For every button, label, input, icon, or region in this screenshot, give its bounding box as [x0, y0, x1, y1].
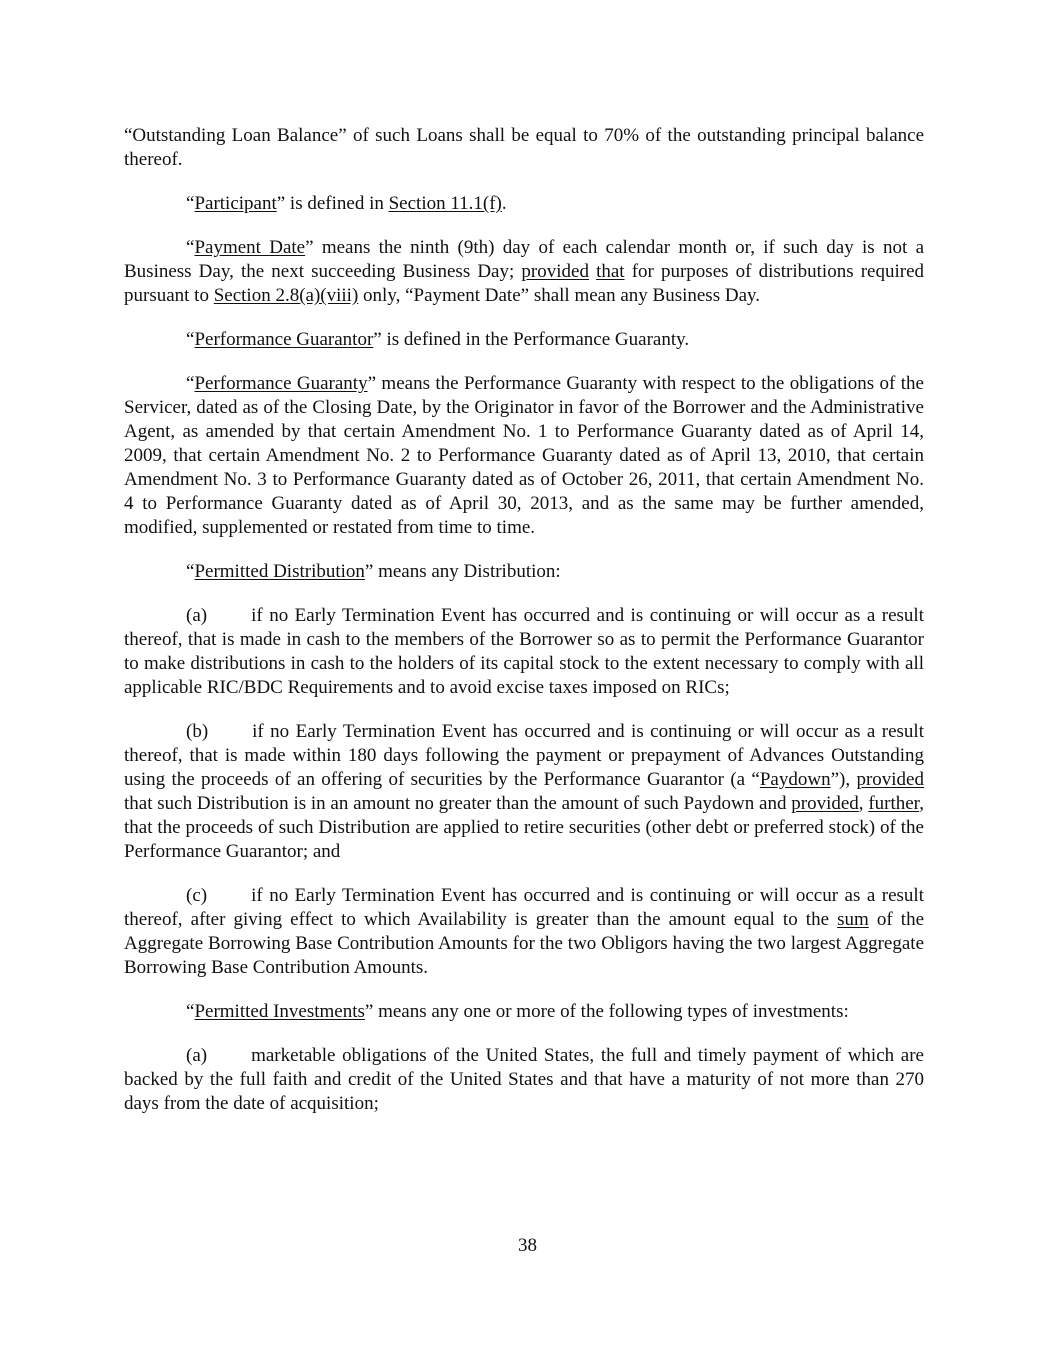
- open-quote: “: [186, 561, 195, 582]
- defined-term: Permitted Investments: [194, 1001, 365, 1022]
- clause-text: that such Distribution is in an amount no greater than the amount of such Paydown and: [124, 793, 792, 814]
- clause-text: if no Early Termination Event has occurred and is continuing or will occur as a result thereof, that is made within 180 days following the payment or prepayment of Advances Outstanding using the proceeds of an offering of securities by the Performance Guarantor (a “: [124, 721, 924, 790]
- definition-text: only, “Payment Date” shall mean any Business Day.: [358, 285, 761, 306]
- space: [589, 261, 596, 282]
- page-body: [124, 124, 924, 1136]
- sum-term: sum: [837, 909, 869, 930]
- clause-text: ,: [858, 793, 869, 814]
- clause-b-distribution: [124, 720, 924, 864]
- open-quote: “: [186, 373, 195, 394]
- clause-marker: (a): [186, 605, 208, 626]
- definition-payment-date: [124, 236, 924, 308]
- further-term: further: [868, 793, 920, 814]
- definition-permitted-investments: [124, 1000, 924, 1024]
- defined-term: Paydown: [759, 769, 831, 790]
- definition-text: ” is defined in the Performance Guaranty.: [373, 329, 690, 350]
- clause-text: if no Early Termination Event has occurred and is continuing or will occur as a result thereof, after giving effect to which Availability is greater than the amount equal to the: [124, 885, 924, 930]
- defined-term: Payment Date: [194, 237, 306, 258]
- definition-participant: [124, 192, 924, 216]
- defined-term: Participant: [194, 193, 277, 214]
- definition-text: ” means any one or more of the following types of investments:: [364, 1001, 849, 1022]
- definition-performance-guaranty: [124, 372, 924, 540]
- that-term: that: [596, 261, 625, 282]
- definition-text: ” is defined in: [276, 193, 389, 214]
- definition-text: ” means the Performance Guaranty with respect to the obligations of the Servicer, dated as of the Closing Date, by the Originator in favor of the Borrower and the Administrative Agent, as amended by that certain Amendment No. 1 to Performance Guaranty dated as of April 14, 2009, that certain Amendment No. 2 to Performance Guaranty dated as of April 13, 2010, that certain Amendment No. 3 to Performance Guaranty dated as of October 26, 2011, that certain Amendment No. 4 to Performance Guaranty dated as of April 30, 2013, and as the same may be further amended, modified, supplemented or restated from time to time.: [124, 373, 924, 538]
- provided-term: provided: [856, 769, 924, 790]
- definition-permitted-distribution: [124, 560, 924, 584]
- section-reference: Section 11.1(f): [388, 193, 502, 214]
- clause-marker: (b): [186, 721, 209, 742]
- clause-text: marketable obligations of the United States, the full and timely payment of which are backed by the full faith and credit of the United States and that have a maturity of not more than 270 days from the date of acquisition;: [124, 1045, 924, 1114]
- clause-marker: (c): [186, 885, 208, 906]
- paragraph-text: “Outstanding Loan Balance” of such Loans shall be equal to 70% of the outstanding principal balance thereof.: [124, 125, 924, 170]
- section-reference: Section 2.8(a)(viii): [213, 285, 359, 306]
- definition-text: for purposes of distributions required pursuant to: [124, 261, 925, 306]
- clause-c-distribution: [124, 884, 924, 980]
- clause-text: ”),: [830, 769, 857, 790]
- defined-term: Performance Guaranty: [194, 373, 368, 394]
- clause-text: of the Aggregate Borrowing Base Contribution Amounts for the two Obligors having the two largest Aggregate Borrowing Base Contribution Amounts.: [124, 909, 924, 978]
- clause-marker: (a): [186, 1045, 208, 1066]
- paragraph-outstanding-loan-balance: [124, 124, 924, 172]
- clause-text: , that the proceeds of such Distribution are applied to retire securities (other debt or preferred stock) of the Performance Guarantor; and: [124, 793, 924, 862]
- open-quote: “: [186, 329, 195, 350]
- definition-text: .: [501, 193, 507, 214]
- open-quote: “: [186, 193, 195, 214]
- open-quote: “: [186, 1001, 195, 1022]
- provided-term: provided: [521, 261, 589, 282]
- defined-term: Permitted Distribution: [194, 561, 365, 582]
- defined-term: Performance Guarantor: [194, 329, 374, 350]
- open-quote: “: [186, 237, 195, 258]
- clause-a-investments: [124, 1044, 924, 1116]
- page-number: 38: [518, 1235, 537, 1256]
- definition-performance-guarantor: [124, 328, 924, 352]
- provided-term: provided: [791, 793, 859, 814]
- definition-text: ” means any Distribution:: [364, 561, 561, 582]
- clause-a-distribution: [124, 604, 924, 700]
- definition-text: ” means the ninth (9th) day of each calendar month or, if such day is not a Business Day, the next succeeding Business Day;: [124, 237, 924, 282]
- clause-text: if no Early Termination Event has occurred and is continuing or will occur as a result thereof, that is made in cash to the members of the Borrower so as to permit the Performance Guarantor to make distributions in cash to the holders of its capital stock to the extent necessary to comply with all applicable RIC/BDC Requirements and to avoid excise taxes imposed on RICs;: [124, 605, 924, 698]
